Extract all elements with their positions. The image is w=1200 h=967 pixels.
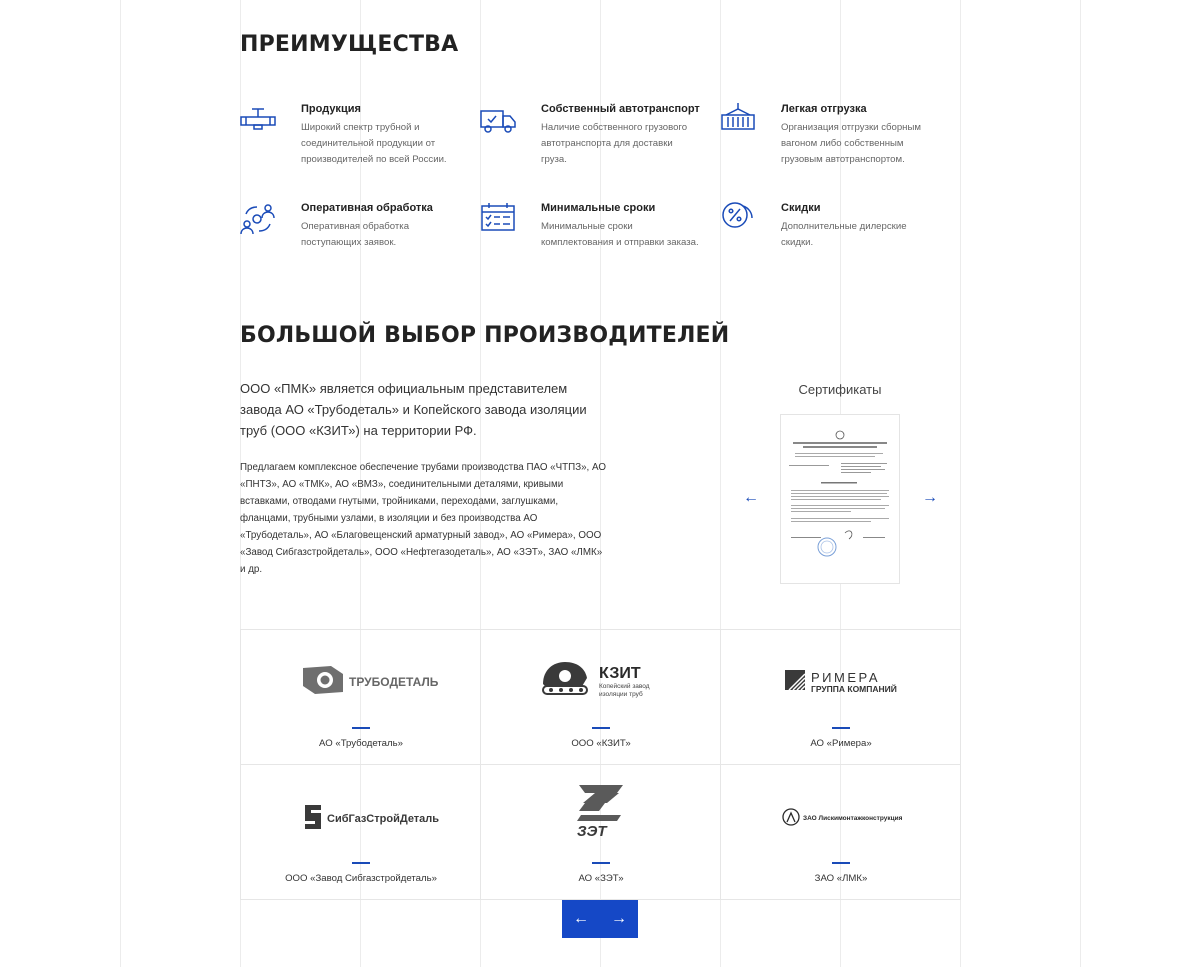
truck-icon (480, 103, 516, 139)
content (240, 0, 960, 967)
container-crane-icon (720, 103, 756, 139)
brand-dash (832, 727, 850, 729)
svg-text:КЗИТ: КЗИТ (599, 665, 641, 682)
svg-text:ТРУБОДЕТАЛЬ: ТРУБОДЕТАЛЬ (349, 675, 439, 689)
manufacturers-title: БОЛЬШОЙ ВЫБОР ПРОИЗВОДИТЕЛЕЙ (240, 323, 730, 348)
brand-card[interactable] (721, 765, 961, 900)
svg-text:РИМЕРА: РИМЕРА (811, 670, 880, 685)
brand-name: ООО «КЗИТ» (571, 738, 631, 749)
advantages-title: ПРЕИМУЩЕСТВА (240, 32, 459, 57)
svg-text:ЗЭТ: ЗЭТ (577, 823, 607, 840)
advantage-text: Широкий спектр трубной и соединительной продукции от производителей по всей России. (301, 122, 447, 165)
brand-name: ООО «Завод Сибгазстройдеталь» (285, 873, 437, 884)
advantage-text: Оперативная обработка поступающих заявок. (301, 221, 410, 248)
brand-logo (481, 765, 721, 860)
rimera-logo (721, 630, 961, 725)
brand-logo (481, 630, 721, 725)
certificate-prev-button[interactable]: ← (743, 489, 759, 506)
brand-card[interactable] (481, 765, 721, 900)
advantage-text: Дополнительные дилерские скидки. (781, 221, 907, 248)
brand-dash (592, 862, 610, 864)
kzit-logo (481, 630, 721, 725)
brand-logo (241, 630, 481, 725)
brands-prev-button[interactable]: ← (573, 910, 589, 927)
calendar-icon (480, 202, 516, 238)
brands-next-button[interactable]: → (611, 910, 627, 927)
advantage-title: Скидки (781, 202, 821, 214)
brands-grid (240, 629, 961, 900)
pipe-valve-icon (240, 103, 276, 139)
certificate-next-button[interactable]: → (922, 489, 938, 506)
advantage-title: Минимальные сроки (541, 202, 656, 214)
svg-text:СибГазСтройДеталь: СибГазСтройДеталь (327, 813, 440, 825)
advantage-title: Продукция (301, 103, 361, 115)
brand-dash (352, 727, 370, 729)
brands-slider-nav (562, 900, 638, 938)
certificates-title: Сертификаты (798, 382, 882, 397)
brand-name: АО «Трубодеталь» (319, 738, 403, 749)
percent-icon (720, 202, 756, 238)
svg-text:ЗАО Лискимонтажконструкция: ЗАО Лискимонтажконструкция (803, 815, 903, 822)
grid-line (1080, 0, 1081, 967)
brand-logo (721, 765, 961, 860)
trubodetal-logo (241, 630, 481, 725)
advantage-title: Оперативная обработка (301, 202, 433, 214)
advantage-text: Минимальные сроки комплектования и отправки заказа. (541, 221, 699, 248)
brand-card[interactable] (721, 630, 961, 765)
sibgazstroydetal-logo (241, 765, 481, 860)
certificate-image[interactable] (780, 414, 900, 584)
brand-card[interactable] (481, 630, 721, 765)
brand-name: АО «ЗЭТ» (578, 873, 624, 884)
brand-card[interactable] (241, 765, 481, 900)
brand-name: АО «Римера» (810, 738, 872, 749)
brand-card[interactable] (241, 630, 481, 765)
advantage-text: Наличие собственного грузового автотранспорта для доставки груза. (541, 122, 688, 165)
brand-logo (241, 765, 481, 860)
manufacturers-lead: ООО «ПМК» является официальным представителем завода АО «Трубодеталь» и Копейского завода изоляции труб (ООО «КЗИТ») на территории РФ. (240, 381, 587, 438)
svg-text:ГРУППА КОМПАНИЙ: ГРУППА КОМПАНИЙ (811, 684, 897, 694)
brand-dash (352, 862, 370, 864)
brand-dash (832, 862, 850, 864)
zet-logo (481, 765, 721, 860)
svg-text:Копейский завод: Копейский завод (599, 683, 650, 690)
svg-text:изоляции труб: изоляции труб (599, 691, 643, 698)
manufacturers-description: Предлагаем комплексное обеспечение трубами производства ПАО «ЧТПЗ», АО «ПНТЗ», АО «ТМК», АО «ВМЗ», соединительными деталями, кривыми вставками, отводами гнутыми, тройниками, переходами, заглушками, фланцами, трубными узлами, в изоляции и без производства АО «Трубодеталь», АО «Благовещенский арматурный завод», АО «Римера», ООО «Завод Сибгазстройдеталь», ООО «Нефтегазодеталь», АО «ЗЭТ», ЗАО «ЛМК» и др. (240, 462, 606, 575)
people-exchange-icon (240, 202, 276, 238)
lmk-logo (721, 765, 961, 860)
brand-dash (592, 727, 610, 729)
brand-name: ЗАО «ЛМК» (814, 873, 868, 884)
advantage-title: Собственный автотранспорт (541, 103, 700, 115)
brand-logo (721, 630, 961, 725)
advantage-text: Организация отгрузки сборным вагоном либо собственным грузовым автотранспортом. (781, 122, 921, 165)
grid-line (120, 0, 121, 967)
advantage-title: Легкая отгрузка (781, 103, 867, 115)
certificate-document-icon (781, 415, 899, 583)
